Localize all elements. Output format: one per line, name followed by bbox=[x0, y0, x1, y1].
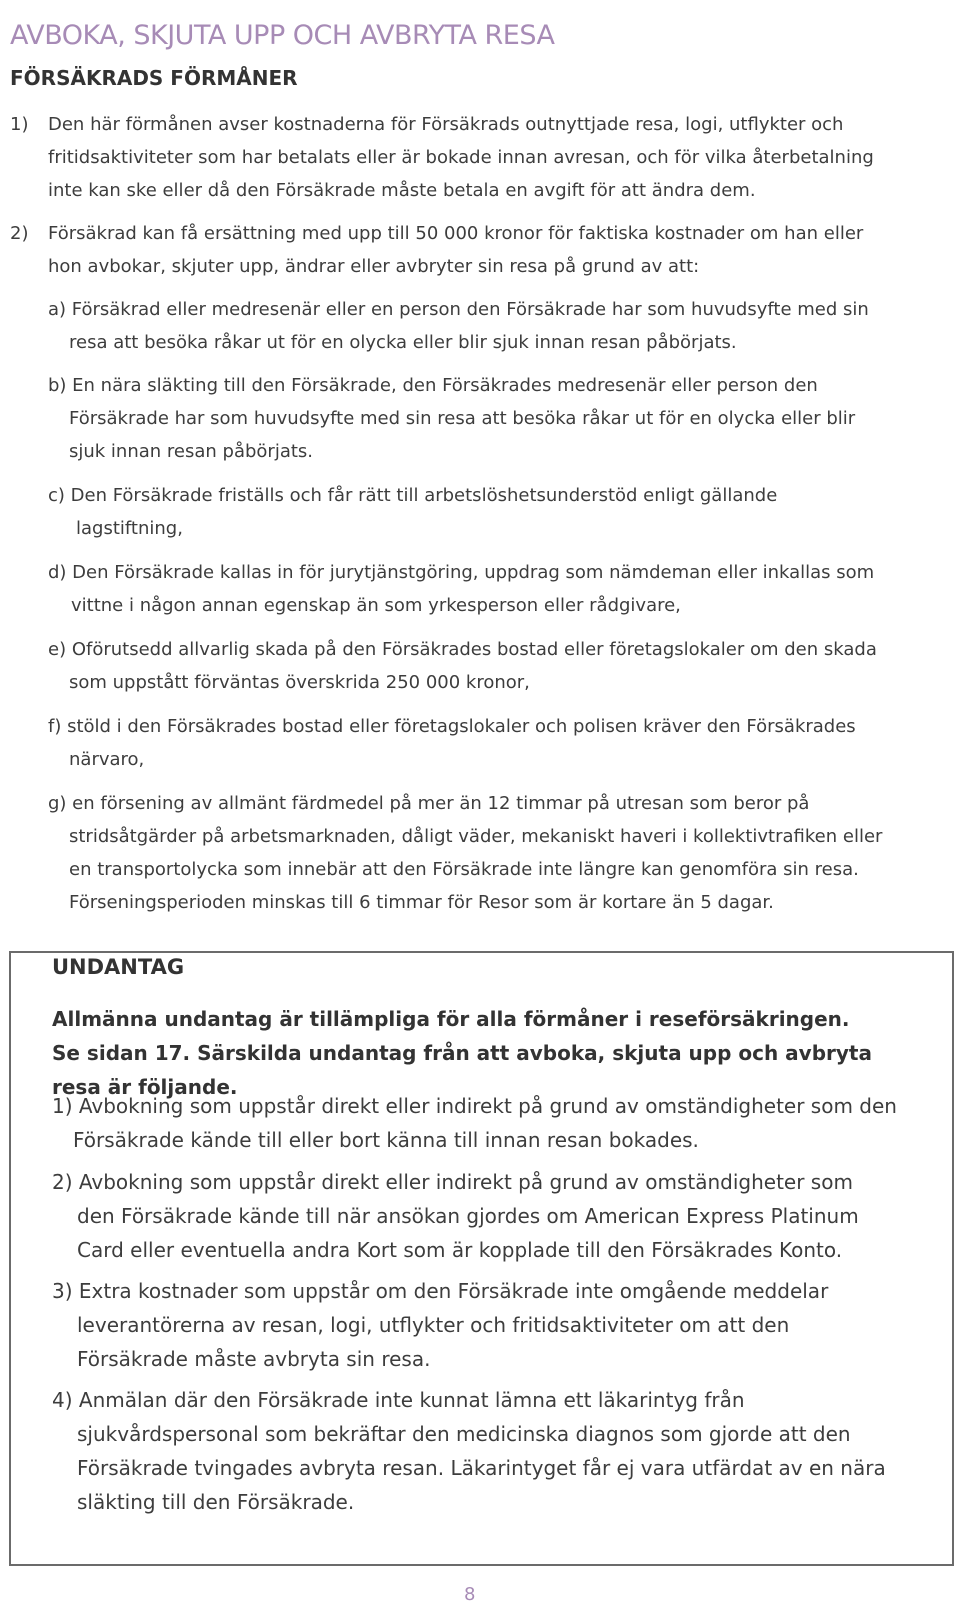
benefit-item-2 bbox=[10, 217, 940, 283]
benefit-item-1 bbox=[10, 108, 940, 207]
text-line: g) en försening av allmänt färdmedel på mer än 12 timmar på utresan som beror på bbox=[48, 793, 810, 814]
text-line: resa är följande. bbox=[52, 1075, 238, 1099]
text-line: Den här förmånen avser kostnaderna för Försäkrads outnyttjade resa, logi, utflykter och bbox=[48, 114, 844, 135]
text-line: Förseningsperioden minskas till 6 timmar för Resor som är kortare än 5 dagar. bbox=[69, 892, 774, 913]
text-line: leverantörerna av resan, logi, utflykter och fritidsaktiviteter om att den bbox=[77, 1313, 790, 1337]
text-line: Card eller eventuella andra Kort som är kopplade till den Försäkrades Konto. bbox=[77, 1238, 843, 1262]
exclusion-item-2 bbox=[52, 1165, 859, 1267]
benefit-subitem-e bbox=[48, 633, 948, 699]
text-line: en transportolycka som innebär att den Försäkrade inte längre kan genomföra sin resa. bbox=[69, 859, 859, 880]
page-number: 8 bbox=[464, 1584, 476, 1605]
text-line: f) stöld i den Försäkrades bostad eller företagslokaler och polisen kräver den Försäkrades bbox=[48, 716, 856, 737]
benefit-subitem-g bbox=[48, 787, 948, 919]
text-line: lagstiftning, bbox=[76, 518, 183, 539]
benefit-item-2-number: 2) bbox=[10, 223, 29, 244]
text-line: Försäkrade har som huvudsyfte med sin resa att besöka råkar ut för en olycka eller blir bbox=[69, 408, 856, 429]
benefit-subitem-c bbox=[48, 479, 948, 545]
text-line: inte kan ske eller då den Försäkrade måste betala en avgift för att ändra dem. bbox=[48, 180, 756, 201]
text-line: 3) Extra kostnader som uppstår om den Försäkrade inte omgående meddelar bbox=[52, 1279, 829, 1303]
text-line: b) En nära släkting till den Försäkrade, den Försäkrades medresenär eller person den bbox=[48, 375, 818, 396]
text-line: stridsåtgärder på arbetsmarknaden, dåligt väder, mekaniskt haveri i kollektivtrafiken eller bbox=[69, 826, 883, 847]
benefit-subitem-d bbox=[48, 556, 948, 622]
text-line: Se sidan 17. Särskilda undantag från att avboka, skjuta upp och avbryta bbox=[52, 1041, 872, 1065]
text-line: hon avbokar, skjuter upp, ändrar eller avbryter sin resa på grund av att: bbox=[48, 256, 700, 277]
benefit-item-1-number: 1) bbox=[10, 114, 29, 135]
text-line: 1) Avbokning som uppstår direkt eller indirekt på grund av omständigheter som den bbox=[52, 1094, 897, 1118]
text-line: e) Oförutsedd allvarlig skada på den Försäkrades bostad eller företagslokaler om den skada bbox=[48, 639, 877, 660]
text-line: den Försäkrade kände till när ansökan gjordes om American Express Platinum bbox=[77, 1204, 859, 1228]
text-line: 4) Anmälan där den Försäkrade inte kunnat lämna ett läkarintyg från bbox=[52, 1388, 745, 1412]
text-line: som uppstått förväntas överskrida 250 000 kronor, bbox=[69, 672, 530, 693]
text-line: släkting till den Försäkrade. bbox=[77, 1490, 355, 1514]
text-line: 2) Avbokning som uppstår direkt eller indirekt på grund av omständigheter som bbox=[52, 1170, 853, 1194]
text-line: resa att besöka råkar ut för en olycka eller blir sjuk innan resan påbörjats. bbox=[69, 332, 737, 353]
text-line: sjuk innan resan påbörjats. bbox=[69, 441, 314, 462]
benefits-heading: FÖRSÄKRADS FÖRMÅNER bbox=[10, 66, 298, 90]
text-line: Allmänna undantag är tillämpliga för alla förmåner i reseförsäkringen. bbox=[52, 1007, 850, 1031]
benefit-subitem-f bbox=[48, 710, 948, 776]
text-line: Försäkrad kan få ersättning med upp till 50 000 kronor för faktiska kostnader om han eller bbox=[48, 223, 864, 244]
exclusion-item-3 bbox=[52, 1274, 828, 1376]
text-line: vittne i någon annan egenskap än som yrkesperson eller rådgivare, bbox=[71, 595, 681, 616]
exclusion-item-1 bbox=[52, 1089, 897, 1157]
text-line: Försäkrade tvingades avbryta resan. Läkarintyget får ej vara utfärdat av en nära bbox=[77, 1456, 886, 1480]
text-line: fritidsaktiviteter som har betalats eller är bokade innan avresan, och för vilka återbetalning bbox=[48, 147, 874, 168]
text-line: sjukvårdspersonal som bekräftar den medicinska diagnos som gjorde att den bbox=[77, 1422, 851, 1446]
benefit-subitem-a bbox=[48, 293, 948, 359]
exclusion-item-4 bbox=[52, 1383, 886, 1519]
exclusions-heading: UNDANTAG bbox=[52, 955, 185, 979]
page-title: AVBOKA, SKJUTA UPP OCH AVBRYTA RESA bbox=[10, 20, 555, 52]
text-line: d) Den Försäkrade kallas in för jurytjänstgöring, uppdrag som nämdeman eller inkallas som bbox=[48, 562, 875, 583]
text-line: c) Den Försäkrade friställs och får rätt till arbetslöshetsunderstöd enligt gällande bbox=[48, 485, 778, 506]
text-line: närvaro, bbox=[69, 749, 145, 770]
text-line: Försäkrade måste avbryta sin resa. bbox=[77, 1347, 431, 1371]
text-line: Försäkrade kände till eller bort känna till innan resan bokades. bbox=[73, 1128, 699, 1152]
benefit-subitem-b bbox=[48, 369, 948, 468]
text-line: a) Försäkrad eller medresenär eller en person den Försäkrade har som huvudsyfte med sin bbox=[48, 299, 869, 320]
